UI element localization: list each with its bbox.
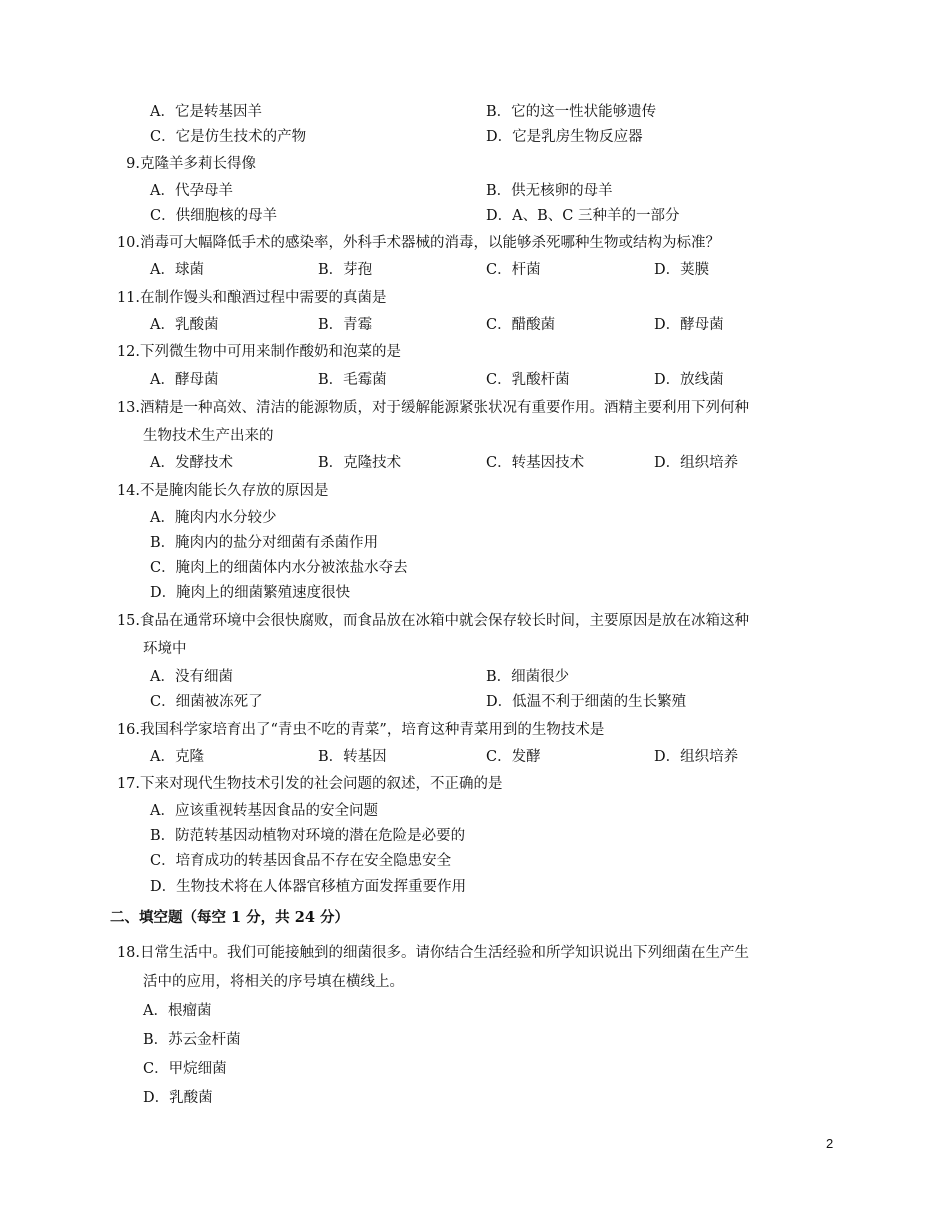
q16-option-a: A．克隆 [150,749,204,765]
q15-option-d: D．低温不利于细菌的生长繁殖 [486,694,687,710]
q13-option-c: C．转基因技术 [486,455,585,471]
q11-option-d: D．酵母菌 [654,317,724,333]
question-15-line2: 环境中 [143,641,187,657]
question-number: 17. [116,776,140,792]
page-number: 2 [826,1136,834,1151]
question-number: 10. [116,235,140,251]
question-18 [110,943,749,963]
q18-option-c: C．甲烷细菌 [143,1061,227,1077]
q9-option-a: A．代孕母羊 [150,183,233,199]
question-12 [110,342,401,362]
question-text: 在制作馒头和酿酒过程中需要的真菌是 [140,290,387,306]
q17-option-b: B．防范转基因动植物对环境的潜在危险是必要的 [150,828,466,844]
q8-option-c: C．它是仿生技术的产物 [150,129,307,145]
q14-option-d: D．腌肉上的细菌繁殖速度很快 [150,585,351,601]
q13-option-d: D．组织培养 [654,455,739,471]
q13-option-b: B．克隆技术 [318,455,402,471]
question-11 [110,288,387,308]
q17-option-d: D．生物技术将在人体器官移植方面发挥重要作用 [150,879,467,895]
question-10 [110,233,720,253]
q17-option-c: C．培育成功的转基因食品不存在安全隐患安全 [150,853,452,869]
question-number: 12. [116,344,140,360]
question-18-line2: 活中的应用，将相关的序号填在横线上。 [143,974,404,990]
q9-option-b: B．供无核卵的母羊 [486,183,613,199]
q15-option-b: B．细菌很少 [486,669,570,685]
q15-option-a: A．没有细菌 [150,669,233,685]
question-14 [110,481,329,501]
q15-option-c: C．细菌被冻死了 [150,694,263,710]
q18-option-a: A．根瘤菌 [143,1003,212,1019]
question-number: 13. [116,400,140,416]
q8-option-b: B．它的这一性状能够遗传 [486,104,657,120]
q12-option-a: A．酵母菌 [150,372,219,388]
question-13 [110,398,749,418]
question-text: 下来对现代生物技术引发的社会问题的叙述，不正确的是 [140,776,503,792]
question-text: 下列微生物中可用来制作酸奶和泡菜的是 [140,344,401,360]
question-number: 11. [116,290,140,306]
question-16 [110,720,604,740]
question-number: 9. [126,156,140,172]
question-text: 不是腌肉能长久存放的原因是 [140,483,329,499]
q9-option-d: D．A、B、C 三种羊的一部分 [486,208,680,224]
q14-option-a: A．腌肉内水分较少 [150,510,277,526]
question-text: 我国科学家培育出了“青虫不吃的青菜”，培育这种青菜用到的生物技术是 [140,722,605,738]
q8-option-d: D．它是乳房生物反应器 [486,129,643,145]
q12-option-c: C．乳酸杆菌 [486,372,570,388]
q18-option-b: B．苏云金杆菌 [143,1032,241,1048]
q12-option-b: B．毛霉菌 [318,372,387,388]
q13-option-a: A．发酵技术 [150,455,233,471]
question-9 [110,154,256,174]
q8-option-a: A．它是转基因羊 [150,104,262,120]
question-text-line1: 日常生活中。我们可能接触到的细菌很多。请你结合生活经验和所学知识说出下列细菌在生产生 [140,945,749,961]
q16-option-c: C．发酵 [486,749,541,765]
q16-option-b: B．转基因 [318,749,387,765]
question-number: 15. [116,613,140,629]
q17-option-a: A．应该重视转基因食品的安全问题 [150,803,378,819]
question-text-line1: 酒精是一种高效、清洁的能源物质，对于缓解能源紧张状况有重要作用。酒精主要利用下列何种 [140,400,749,416]
q10-option-c: C．杆菌 [486,262,541,278]
question-15 [110,611,749,631]
q10-option-d: D．荚膜 [654,262,710,278]
q10-option-b: B．芽孢 [318,262,373,278]
q11-option-b: B．青霉 [318,317,373,333]
question-text: 克隆羊多莉长得像 [140,156,256,172]
section-heading: 二、填空题（每空 1 分，共 24 分） [110,909,349,926]
question-number: 18. [116,945,140,961]
question-13-line2: 生物技术生产出来的 [143,428,274,444]
q18-option-d: D．乳酸菌 [143,1090,213,1106]
question-number: 16. [116,722,140,738]
q14-option-c: C．腌肉上的细菌体内水分被浓盐水夺去 [150,560,408,576]
question-17 [110,774,503,794]
q10-option-a: A．球菌 [150,262,204,278]
q9-option-c: C．供细胞核的母羊 [150,208,278,224]
q11-option-c: C．醋酸菌 [486,317,556,333]
q11-option-a: A．乳酸菌 [150,317,219,333]
question-text: 消毒可大幅降低手术的感染率，外科手术器械的消毒，以能够杀死哪种生物或结构为标准？ [140,235,720,251]
q16-option-d: D．组织培养 [654,749,739,765]
question-text-line1: 食品在通常环境中会很快腐败，而食品放在冰箱中就会保存较长时间，主要原因是放在冰箱这种 [140,613,749,629]
q12-option-d: D．放线菌 [654,372,724,388]
question-number: 14. [116,483,140,499]
q14-option-b: B．腌肉内的盐分对细菌有杀菌作用 [150,535,379,551]
